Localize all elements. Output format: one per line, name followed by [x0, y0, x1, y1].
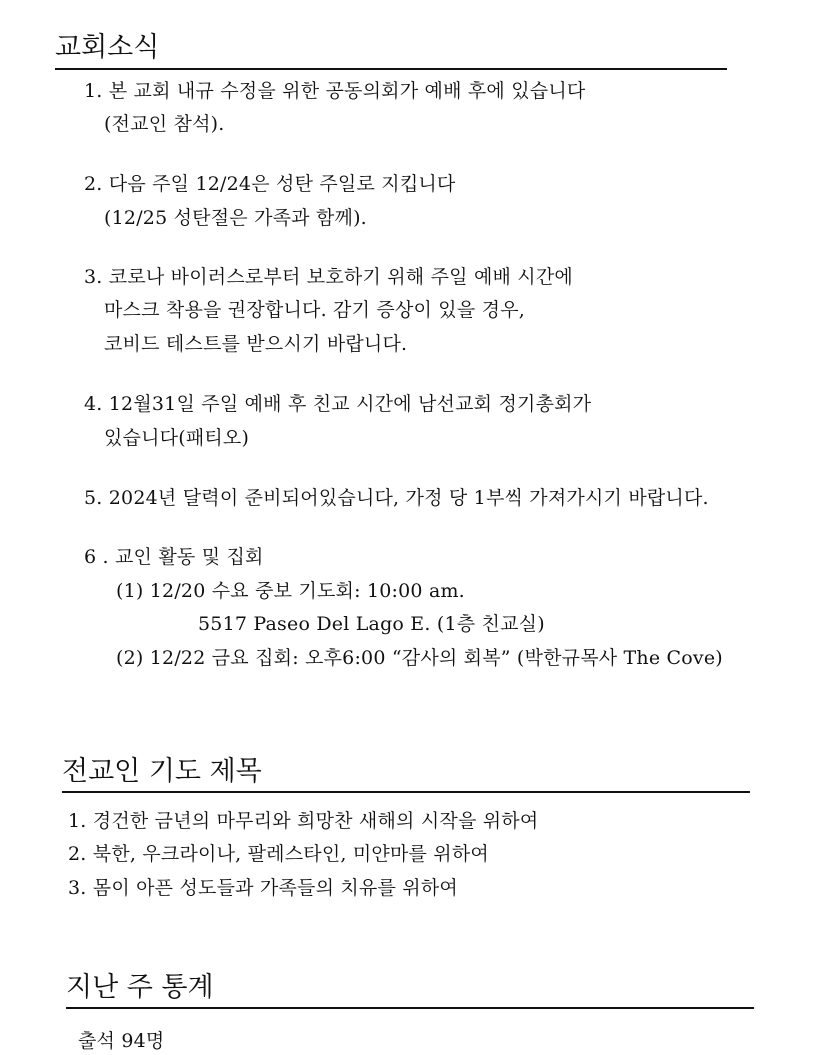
news-item-6-line-1: 6 . 교인 활동 및 집회 [84, 546, 264, 568]
news-item-4-line-2: 있습니다(패티오) [104, 427, 250, 449]
news-item-3-line-3: 코비드 테스트를 받으시기 바랍니다. [104, 333, 408, 355]
prayer-title: 전교인 기도 제목 [62, 756, 262, 787]
news-item-6-friday-meeting: (2) 12/22 금요 집회: 오후6:00 “감사의 회복” (박한규목사 The Cove) [116, 647, 723, 669]
prayer-item-1: 1. 경건한 금년의 마무리와 희망찬 새해의 시작을 위하여 [68, 810, 539, 832]
church-news-divider [55, 68, 727, 70]
attendance-count: 출석 94명 [78, 1030, 165, 1052]
news-item-6-wednesday-prayer: (1) 12/20 수요 중보 기도회: 10:00 am. [116, 580, 465, 602]
news-item-3-line-2: 마스크 착용을 권장합니다. 감기 증상이 있을 경우, [104, 299, 525, 321]
news-item-2-line-1: 2. 다음 주일 12/24은 성탄 주일로 지킵니다 [84, 173, 456, 195]
church-news-title: 교회소식 [55, 32, 160, 63]
news-item-6-wednesday-address: 5517 Paseo Del Lago E. (1층 친교실) [198, 613, 545, 635]
news-item-2-line-2: (12/25 성탄절은 가족과 함께). [104, 207, 367, 229]
stats-title: 지난 주 통계 [66, 972, 214, 1003]
news-item-4-line-1: 4. 12월31일 주일 예배 후 친교 시간에 남선교회 정기총회가 [84, 393, 592, 415]
prayer-item-2: 2. 북한, 우크라이나, 팔레스타인, 미얀마를 위하여 [68, 843, 489, 865]
news-item-1-line-2: (전교인 참석). [104, 113, 225, 135]
prayer-divider [62, 791, 750, 793]
stats-divider [66, 1007, 754, 1009]
news-item-1-line-1: 1. 본 교회 내규 수정을 위한 공동의회가 예배 후에 있습니다 [84, 80, 586, 102]
prayer-item-3: 3. 몸이 아픈 성도들과 가족들의 치유를 위하여 [68, 877, 458, 899]
news-item-5-line-1: 5. 2024년 달력이 준비되어있습니다, 가정 당 1부씩 가져가시기 바랍니다. [84, 487, 709, 509]
news-item-3-line-1: 3. 코로나 바이러스로부터 보호하기 위해 주일 예배 시간에 [84, 266, 573, 288]
